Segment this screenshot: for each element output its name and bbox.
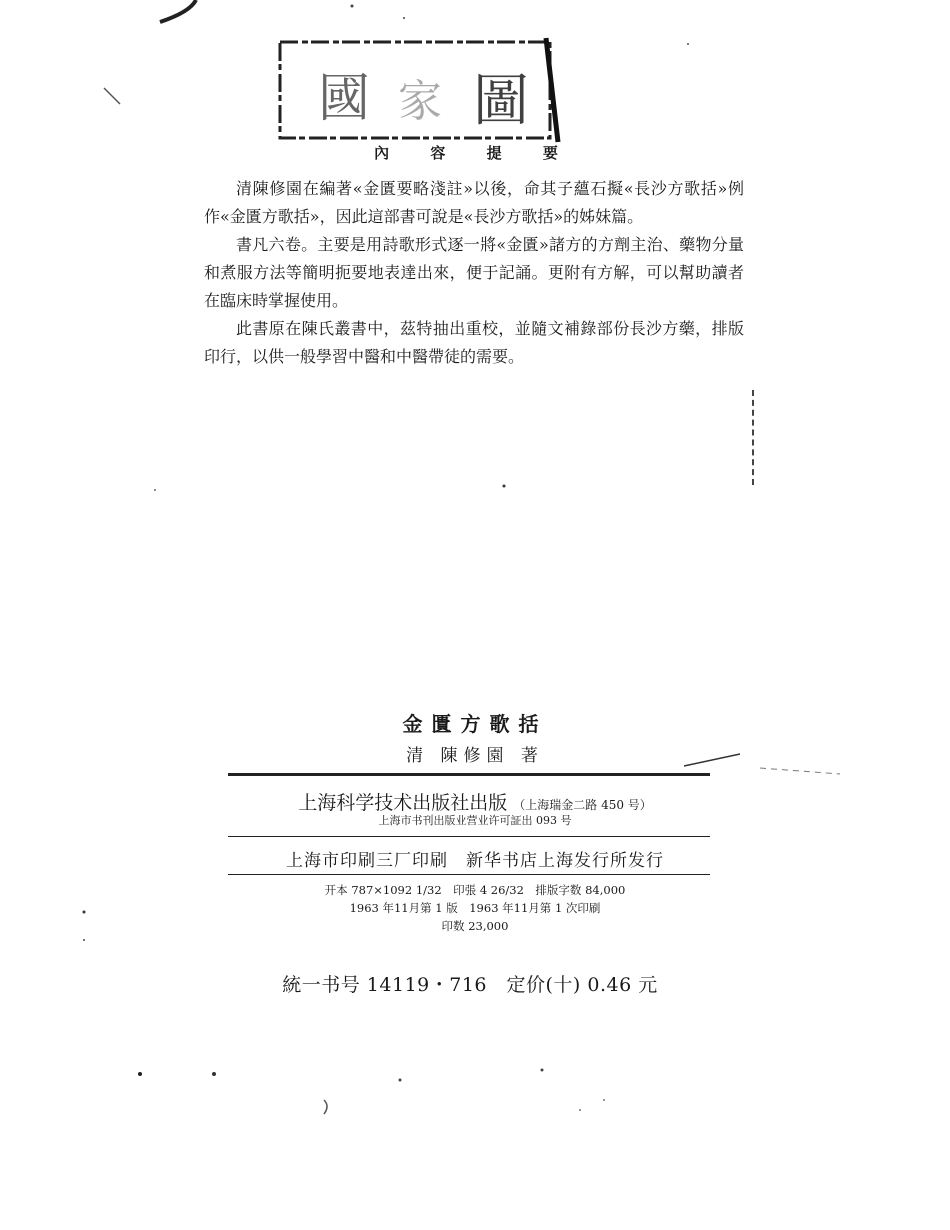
catalog-price: 統一书号 14119・716 定价(十) 0.46 元: [282, 974, 658, 996]
specs-print-run: 印数 23,000: [441, 919, 509, 933]
publisher-line: [0, 788, 950, 815]
svg-text:圖: 圖: [473, 69, 529, 134]
book-author: 清 陳修園 著: [406, 746, 544, 766]
colophon-rule: [228, 874, 710, 875]
printer-line: 上海市印刷三厂印刷 新华书店上海发行所发行: [286, 851, 664, 871]
library-stamp: [268, 34, 568, 146]
summary-paragraph: 書凡六卷。主要是用詩歌形式逐一將«金匱»諸方的方劑主治、藥物分量和煮服方法等簡明扼要地表達出來，便于記誦。更附有方解，可以幫助讀者在臨床時掌握使用。: [204, 235, 744, 310]
summary-paragraph: 此書原在陳氏叢書中，茲特抽出重校，並隨文補錄部份長沙方藥，排版印行，以供一般學習中醫和中醫帶徒的需要。: [204, 319, 744, 366]
content-summary: [204, 175, 744, 371]
svg-text:國: 國: [318, 69, 371, 129]
specs-edition: 1963 年11月第 1 版 1963 年11月第 1 次印刷: [349, 901, 601, 915]
summary-heading: 內 容 提 要: [374, 144, 576, 162]
colophon-rule: [228, 773, 710, 776]
book-title: 金匱方歌括: [402, 712, 548, 736]
license-number: 上海市书刊出版业营业许可証出 093 号: [378, 814, 572, 827]
specs-format: 开本 787×1092 1/32 印張 4 26/32 排版字数 84,000: [324, 883, 626, 897]
publisher-name: 上海科学技术出版社出版: [298, 792, 508, 814]
publisher-address: （上海瑞金二路 450 号）: [513, 798, 652, 812]
svg-text:家: 家: [398, 76, 442, 127]
print-specs: [0, 881, 950, 935]
summary-paragraph: 清陳修園在編著«金匱要略淺註»以後，命其子蘊石擬«長沙方歌括»例作«金匱方歌括»，因此這部書可說是«長沙方歌括»的姊妹篇。: [204, 179, 744, 226]
margin-bracket: [744, 390, 754, 485]
colophon-rule: [228, 836, 710, 837]
